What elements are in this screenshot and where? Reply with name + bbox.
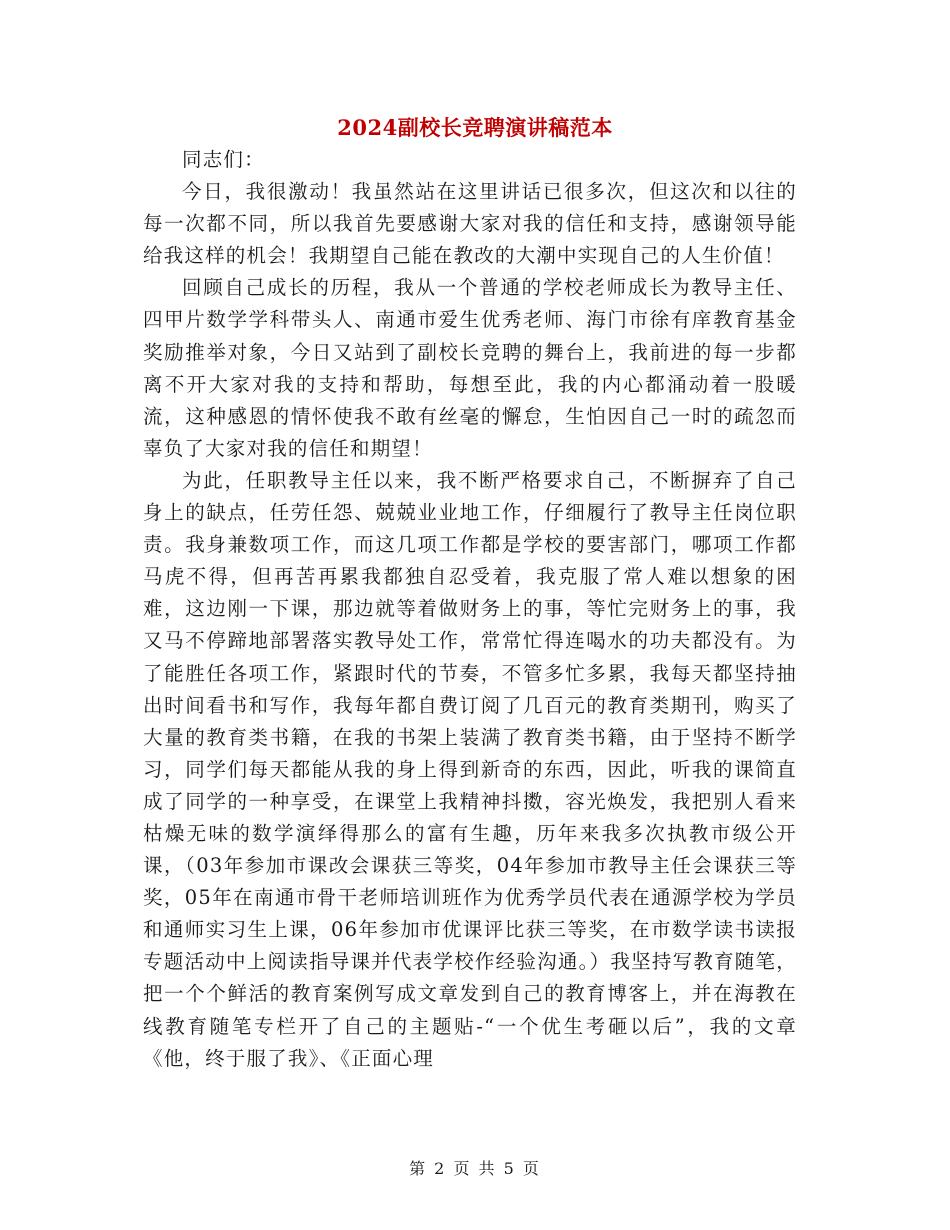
document-body <box>143 144 797 1075</box>
paragraph: 今日，我很激动！我虽然站在这里讲话已很多次，但这次和以往的每一次都不同，所以我首先要感谢大家对我的信任和支持，感谢领导能给我这样的机会！我期望自己能在教改的大潮中实现自己的人生价值！ <box>143 180 797 268</box>
paragraph: 为此，任职教导主任以来，我不断严格要求自己，不断摒弃了自己身上的缺点，任劳任怨、兢兢业业地工作，仔细履行了教导主任岗位职责。我身兼数项工作，而这几项工作都是学校的要害部门，哪项工作都马虎不得，但再苦再累我都独自忍受着，我克服了常人难以想象的困难，这边刚一下课，那边就等着做财务上的事，等忙完财务上的事，我又马不停蹄地部署落实教导处工作，常常忙得连喝水的功夫都没有。为了能胜任各项工作，紧跟时代的节奏，不管多忙多累，我每天都坚持抽出时间看书和写作，我每年都自费订阅了几百元的教育类期刊，购买了大量的教育类书籍，在我的书架上装满了教育类书籍，由于坚持不断学习，同学们每天都能从我的身上得到新奇的东西，因此，听我的课简直成了同学的一种享受，在课堂上我精神抖擞，容光焕发，我把别人看来枯燥无味的数学演绎得那么的富有生趣，历年来我多次执教市级公开课，（03年参加市课改会课获三等奖，04年参加市教导主任会课获三等奖，05年在南通市骨干老师培训班作为优秀学员代表在通源学校为学员和通师实习生上课，06年参加市优课评比获三等奖，在市数学读书读报专题活动中上阅读指导课并代表学校作经验沟通。）我坚持写教育随笔，把一个个鲜活的教育案例写成文章发到自己的教育博客上，并在海教在线教育随笔专栏开了自己的主题贴-“一个优生考砸以后”，我的文章《他，终于服了我》、《正面心理 <box>143 468 797 1070</box>
page-number-footer: 第 2 页 共 5 页 <box>409 1159 541 1178</box>
document-title: 2024副校长竞聘演讲稿范本 <box>337 115 613 140</box>
paragraph: 回顾自己成长的历程，我从一个普通的学校老师成长为教导主任、四甲片数学学科带头人、南通市爱生优秀老师、海门市徐有庠教育基金奖励推举对象，今日又站到了副校长竞聘的舞台上，我前进的每一步都离不开大家对我的支持和帮助，每想至此，我的内心都涌动着一股暖流，这种感恩的情怀使我不敢有丝毫的懈怠，生怕因自己一时的疏忽而辜负了大家对我的信任和期望！ <box>143 276 797 460</box>
salutation: 同志们： <box>182 148 265 171</box>
